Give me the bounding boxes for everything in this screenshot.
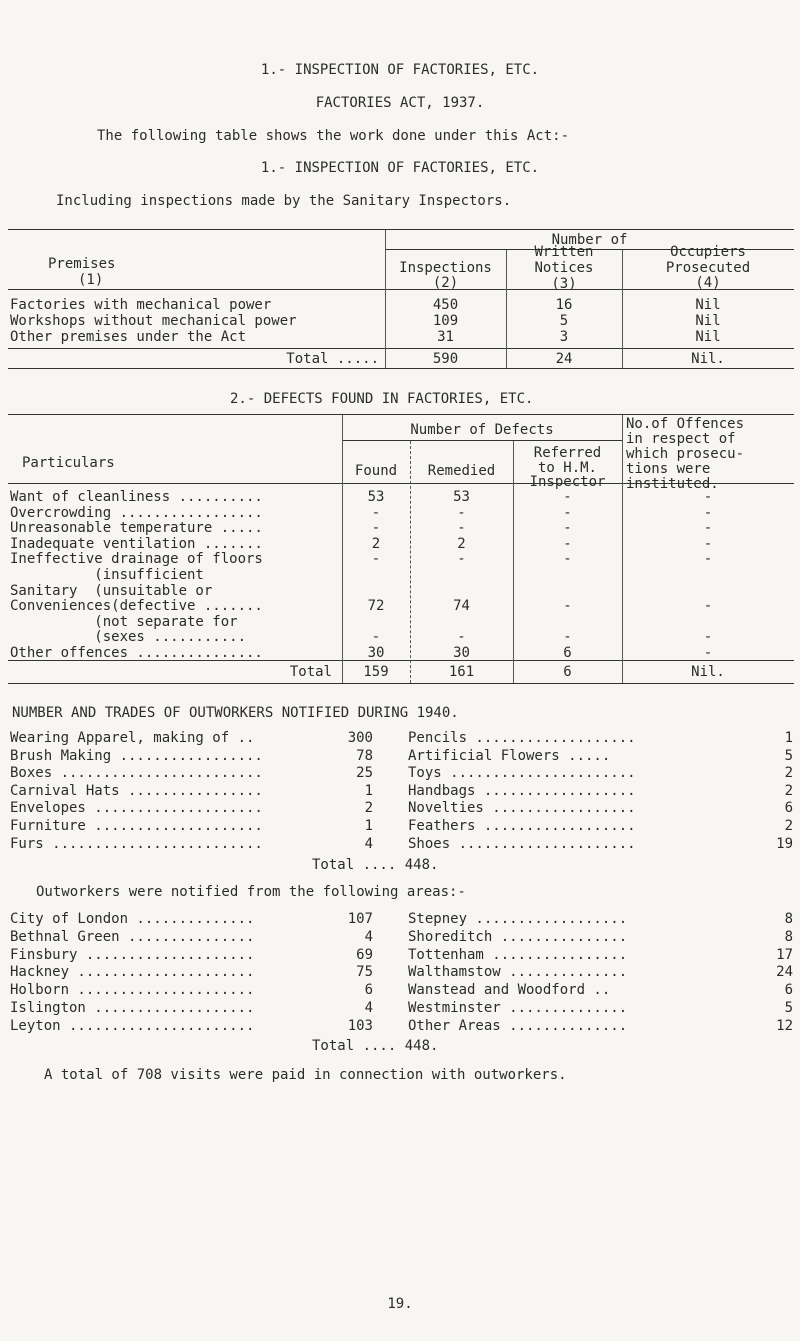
list-item-label: Carnival Hats ................ xyxy=(10,782,263,799)
list-item-value: 5 xyxy=(784,1000,793,1016)
table2-row-remedied: - xyxy=(457,504,466,521)
table1-total-notices: 24 xyxy=(555,351,573,367)
table1-row-label: Factories with mechanical power xyxy=(10,297,272,313)
table1-bottom-rule xyxy=(8,368,794,369)
list-item-value: 8 xyxy=(784,911,793,927)
list-item-label: Finsbury .................... xyxy=(10,946,255,963)
table2-row-label: (sexes ........... xyxy=(10,629,247,646)
table1-total-prosecuted: Nil. xyxy=(691,351,725,367)
table1-occupiers-header-2: Prosecuted xyxy=(665,260,751,276)
table2-row-referred: - xyxy=(563,489,572,505)
list-item-value: 1 xyxy=(364,818,373,834)
list-item-label: Holborn ..................... xyxy=(10,982,255,999)
table2-found-header: Found xyxy=(354,463,398,479)
table2-row-remedied: 30 xyxy=(453,645,470,661)
table2-total-offences: Nil. xyxy=(691,664,725,680)
main-title: 1.- INSPECTION OF FACTORIES, ETC. xyxy=(260,62,540,78)
intro-text: The following table shows the work done under this Act:- xyxy=(97,128,570,144)
table2-number-of-defects: Number of Defects xyxy=(410,422,554,438)
table2-row-remedied: 2 xyxy=(457,535,466,552)
list-item-label: Furs ......................... xyxy=(10,835,263,852)
table2-row-remedied: 53 xyxy=(453,489,470,505)
list-item-label: Envelopes .................... xyxy=(10,800,263,817)
table2-header-rule xyxy=(342,440,622,441)
page-number: 19. xyxy=(387,1296,413,1312)
table2-row-remedied: - xyxy=(457,551,466,568)
areas-intro: Outworkers were notified from the following areas:- xyxy=(36,884,466,900)
table2-row-referred: - xyxy=(563,535,572,552)
list-item-label: Stepney .................. xyxy=(408,911,628,927)
table1-row-prosecuted: Nil xyxy=(695,297,721,313)
list-item-value: 25 xyxy=(356,765,373,782)
table2-row-referred: - xyxy=(563,551,572,568)
table2-row-offences: - xyxy=(703,645,713,661)
list-item-value: 2 xyxy=(364,800,373,817)
list-item-value: 103 xyxy=(347,1017,373,1034)
act-title: FACTORIES ACT, 1937. xyxy=(315,95,485,111)
table2-total-found: 159 xyxy=(363,664,389,680)
list-item-value: 12 xyxy=(776,1017,793,1034)
table1-occupiers-num: (4) xyxy=(695,275,721,291)
table2-row-offences: - xyxy=(703,551,713,568)
table2-referred-header-2: to H.M. xyxy=(537,460,597,476)
table2-row-referred: - xyxy=(563,629,572,646)
table1-written-header-1: Written xyxy=(534,244,594,260)
list-item-label: Shoes ..................... xyxy=(408,835,636,852)
table2-offences-header-2: in respect of xyxy=(626,431,736,447)
list-item-label: Brush Making ................. xyxy=(10,747,263,764)
list-item-label: Handbags .................. xyxy=(408,782,636,799)
table2-offences-header-1: No.of Offences xyxy=(626,416,745,432)
list-item-label: Islington ................... xyxy=(10,1000,255,1016)
list-item-value: 8 xyxy=(784,928,793,945)
table2-row-label: Ineffective drainage of floors xyxy=(10,551,263,568)
table2-row-offences: - xyxy=(703,535,713,552)
table2-row-referred: - xyxy=(563,504,572,521)
table1-inspections-header: Inspections xyxy=(399,260,492,276)
table1-row-inspections: 450 xyxy=(432,297,459,313)
table1-number-of: Number of xyxy=(551,232,628,248)
list-item-value: 2 xyxy=(784,765,793,782)
table2-row-referred: - xyxy=(563,520,572,537)
list-item-label: City of London .............. xyxy=(10,911,255,927)
table1-written-num: (3) xyxy=(551,276,577,292)
list-item-label: Boxes ........................ xyxy=(10,765,263,782)
list-item-value: 6 xyxy=(784,982,793,999)
section2-title: 2.- DEFECTS FOUND IN FACTORIES, ETC. xyxy=(230,391,534,407)
list-item-label: Westminster .............. xyxy=(408,1000,628,1016)
table2-row-label: (insufficient xyxy=(10,567,204,583)
table1-row-label: Workshops without mechanical power xyxy=(10,313,297,329)
table2-row-offences: - xyxy=(703,489,713,505)
list-item-label: Bethnal Green ............... xyxy=(10,928,255,945)
list-item-value: 78 xyxy=(356,747,373,764)
list-item-label: Furniture .................... xyxy=(10,818,263,834)
list-item-value: 4 xyxy=(364,835,373,852)
areas-total: Total .... 448. xyxy=(312,1038,439,1054)
table2-row-found: 53 xyxy=(367,489,385,505)
table1-row-inspections: 31 xyxy=(437,329,454,345)
table2-row-found: 30 xyxy=(367,645,385,661)
table2-row-label: Sanitary (unsuitable or xyxy=(10,582,213,599)
list-item-label: Feathers .................. xyxy=(408,818,636,834)
list-item-value: 17 xyxy=(776,946,793,963)
subtitle: 1.- INSPECTION OF FACTORIES, ETC. xyxy=(260,160,540,176)
list-item-label: Pencils ................... xyxy=(408,730,636,746)
list-item-value: 24 xyxy=(776,964,793,981)
table1-row-prosecuted: Nil xyxy=(695,313,721,329)
table2-row-label: Unreasonable temperature ..... xyxy=(10,520,263,537)
table1-total-rule xyxy=(8,348,794,349)
table1-total-inspections: 590 xyxy=(432,351,459,367)
list-item-value: 69 xyxy=(356,946,373,963)
table1-row-notices: 5 xyxy=(559,313,569,329)
list-item-value: 2 xyxy=(784,818,793,834)
table2-row-found: - xyxy=(371,504,381,521)
list-item-value: 5 xyxy=(784,747,793,764)
table1-row-inspections: 109 xyxy=(432,313,459,329)
list-item-label: Novelties ................. xyxy=(408,800,636,817)
table2-row-label: Want of cleanliness .......... xyxy=(10,489,263,505)
table2-total-referred: 6 xyxy=(563,664,572,680)
table2-row-offences: - xyxy=(703,629,713,646)
closing-text: A total of 708 visits were paid in connection with outworkers. xyxy=(44,1067,567,1083)
list-item-value: 4 xyxy=(364,928,373,945)
list-item-value: 107 xyxy=(347,911,373,927)
table1-row-prosecuted: Nil xyxy=(695,329,721,345)
list-item-value: 75 xyxy=(356,964,373,981)
list-item-value: 2 xyxy=(784,782,793,799)
table2-referred-header-3: Inspector xyxy=(529,474,606,490)
list-item-label: Wanstead and Woodford .. xyxy=(408,982,611,999)
table2-row-label: (not separate for xyxy=(10,613,238,630)
including-text: Including inspections made by the Sanitary Inspectors. xyxy=(56,193,512,209)
list-item-value: 1 xyxy=(784,730,793,746)
table2-row-offences: - xyxy=(703,520,713,537)
table1-written-header-2: Notices xyxy=(534,260,594,276)
table2-total-label: Total xyxy=(289,664,332,680)
list-item-value: 1 xyxy=(364,782,373,799)
table2-row-found: - xyxy=(371,520,381,537)
list-item-label: Leyton ...................... xyxy=(10,1017,255,1034)
table1-row-notices: 16 xyxy=(555,297,573,313)
list-item-label: Hackney ..................... xyxy=(10,964,255,981)
list-item-value: 6 xyxy=(364,982,373,999)
table2-row-remedied: 74 xyxy=(453,598,470,615)
table1-total-label: Total ..... xyxy=(286,351,379,367)
table2-row-referred: 6 xyxy=(563,645,572,661)
table2-row-remedied: - xyxy=(457,520,466,537)
table1-occupiers-header-1: Occupiers xyxy=(670,244,746,260)
table2-row-found: 72 xyxy=(367,598,385,615)
list-item-label: Toys ...................... xyxy=(408,765,636,782)
outworkers-trades-title: NUMBER AND TRADES OF OUTWORKERS NOTIFIED DURING 1940. xyxy=(12,705,459,721)
table2-row-remedied: - xyxy=(457,629,466,646)
table1-row-notices: 3 xyxy=(559,329,569,345)
table2-row-found: 2 xyxy=(371,535,381,552)
table2-top-rule xyxy=(8,414,794,415)
table2-offences-header-4: tions were xyxy=(626,461,711,477)
table2-row-found: - xyxy=(371,551,381,568)
table1-inspections-num: (2) xyxy=(432,275,459,291)
list-item-label: Wearing Apparel, making of .. xyxy=(10,730,255,746)
table2-row-found: - xyxy=(371,629,381,646)
table2-offences-header-3: which prosecu- xyxy=(626,446,745,462)
table2-bottom-rule xyxy=(8,683,794,684)
table1-row-label: Other premises under the Act xyxy=(10,329,247,345)
table1-top-rule xyxy=(8,229,794,230)
list-item-value: 19 xyxy=(776,835,793,852)
list-item-label: Other Areas .............. xyxy=(408,1017,628,1034)
list-item-value: 6 xyxy=(784,800,793,817)
table1-premises-header: Premises xyxy=(48,256,116,272)
list-item-value: 300 xyxy=(347,730,373,746)
table2-row-label: Inadequate ventilation ....... xyxy=(10,535,263,552)
table2-referred-header-1: Referred xyxy=(533,445,602,461)
list-item-label: Walthamstow .............. xyxy=(408,964,628,981)
table2-row-offences: - xyxy=(703,504,713,521)
table1-premises-num: (1) xyxy=(78,272,104,288)
table2-row-referred: - xyxy=(563,598,572,615)
table2-row-label: Other offences ............... xyxy=(10,645,263,661)
table2-row-label: Conveniences(defective ....... xyxy=(10,598,263,615)
list-item-label: Artificial Flowers ..... xyxy=(408,747,611,764)
trades-total: Total .... 448. xyxy=(312,857,439,873)
list-item-value: 4 xyxy=(364,1000,373,1016)
list-item-label: Tottenham ................ xyxy=(408,946,628,963)
table2-remedied-header: Remedied xyxy=(427,463,496,479)
table2-particulars-header: Particulars xyxy=(22,455,115,471)
table2-offences-header-5: instituted. xyxy=(626,476,719,492)
list-item-label: Shoreditch ............... xyxy=(408,928,628,945)
table2-row-label: Overcrowding ................. xyxy=(10,504,263,521)
table2-row-offences: - xyxy=(703,598,713,615)
table2-total-remedied: 161 xyxy=(448,664,475,680)
